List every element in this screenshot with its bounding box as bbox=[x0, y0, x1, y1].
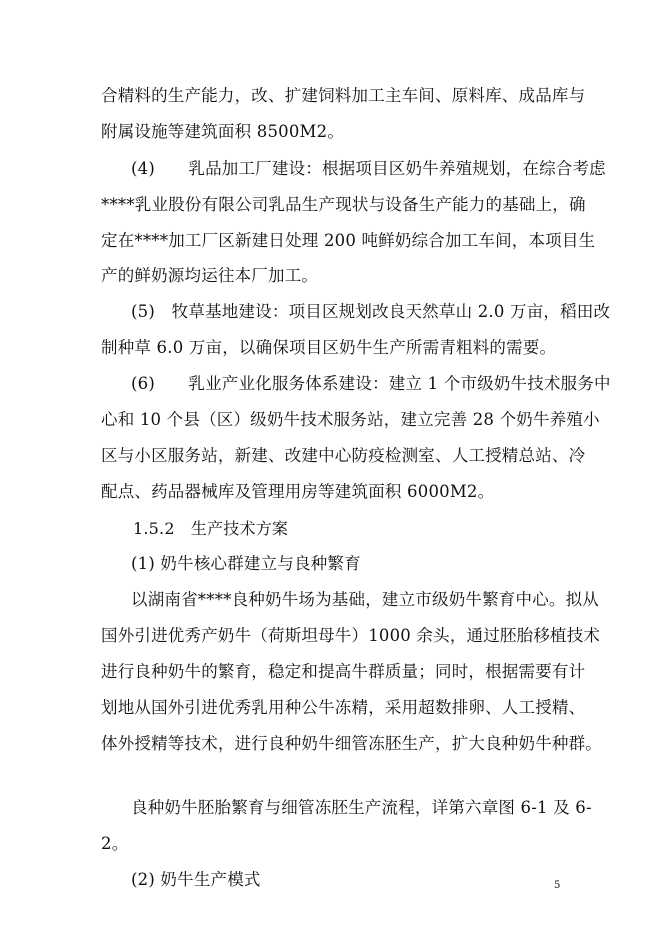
sub-heading: (2) 奶牛生产模式 bbox=[131, 870, 261, 889]
text-line: (5) 牧草基地建设：项目区规划改良天然草山 2.0 万亩，稻田改 bbox=[131, 302, 611, 321]
text-line: 配点、药品器械库及管理用房等建筑面积 6000M2。 bbox=[101, 482, 495, 501]
text-line: 2。 bbox=[101, 834, 129, 853]
text-line: ****乳业股份有限公司乳品生产现状与设备生产能力的基础上，确 bbox=[101, 195, 586, 214]
section-heading: 1.5.2 生产技术方案 bbox=[133, 519, 289, 538]
text-line: 体外授精等技术，进行良种奶牛细管冻胚生产，扩大良种奶牛种群。 bbox=[101, 734, 602, 753]
text-line: 进行良种奶牛的繁育，稳定和提高牛群质量；同时，根据需要有计 bbox=[101, 662, 586, 681]
text-line: 附属设施等建筑面积 8500M2。 bbox=[101, 122, 345, 141]
text-line: 区与小区服务站，新建、改建中心防疫检测室、人工授精总站、冷 bbox=[101, 446, 586, 465]
text-line: 心和 10 个县（区）级奶牛技术服务站，建立完善 28 个奶牛养殖小 bbox=[101, 410, 600, 429]
page-number: 5 bbox=[554, 880, 561, 891]
text-line: 国外引进优秀产奶牛（荷斯坦母牛）1000 余头，通过胚胎移植技术 bbox=[101, 626, 601, 645]
sub-heading: (1) 奶牛核心群建立与良种繁育 bbox=[131, 554, 361, 573]
text-line: 产的鲜奶源均运往本厂加工。 bbox=[101, 266, 319, 285]
text-line: (4) 乳品加工厂建设：根据项目区奶牛养殖规划，在综合考虑 bbox=[131, 159, 606, 178]
text-line: 合精料的生产能力，改、扩建饲料加工主车间、原料库、成品库与 bbox=[101, 86, 586, 105]
text-line: (6) 乳业产业化服务体系建设：建立 1 个市级奶牛技术服务中 bbox=[131, 374, 611, 393]
text-line: 以湖南省****良种奶牛场为基础，建立市级奶牛繁育中心。拟从 bbox=[131, 590, 599, 609]
text-line: 定在****加工厂区新建日处理 200 吨鲜奶综合加工车间，本项目生 bbox=[101, 231, 596, 250]
text-line: 划地从国外引进优秀乳用种公牛冻精，采用超数排卵、人工授精、 bbox=[101, 698, 586, 717]
text-line: 制种草 6.0 万亩，以确保项目区奶牛生产所需青粗料的需要。 bbox=[101, 338, 557, 357]
text-line: 良种奶牛胚胎繁育与细管冻胚生产流程，详第六章图 6-1 及 6- bbox=[131, 798, 592, 817]
